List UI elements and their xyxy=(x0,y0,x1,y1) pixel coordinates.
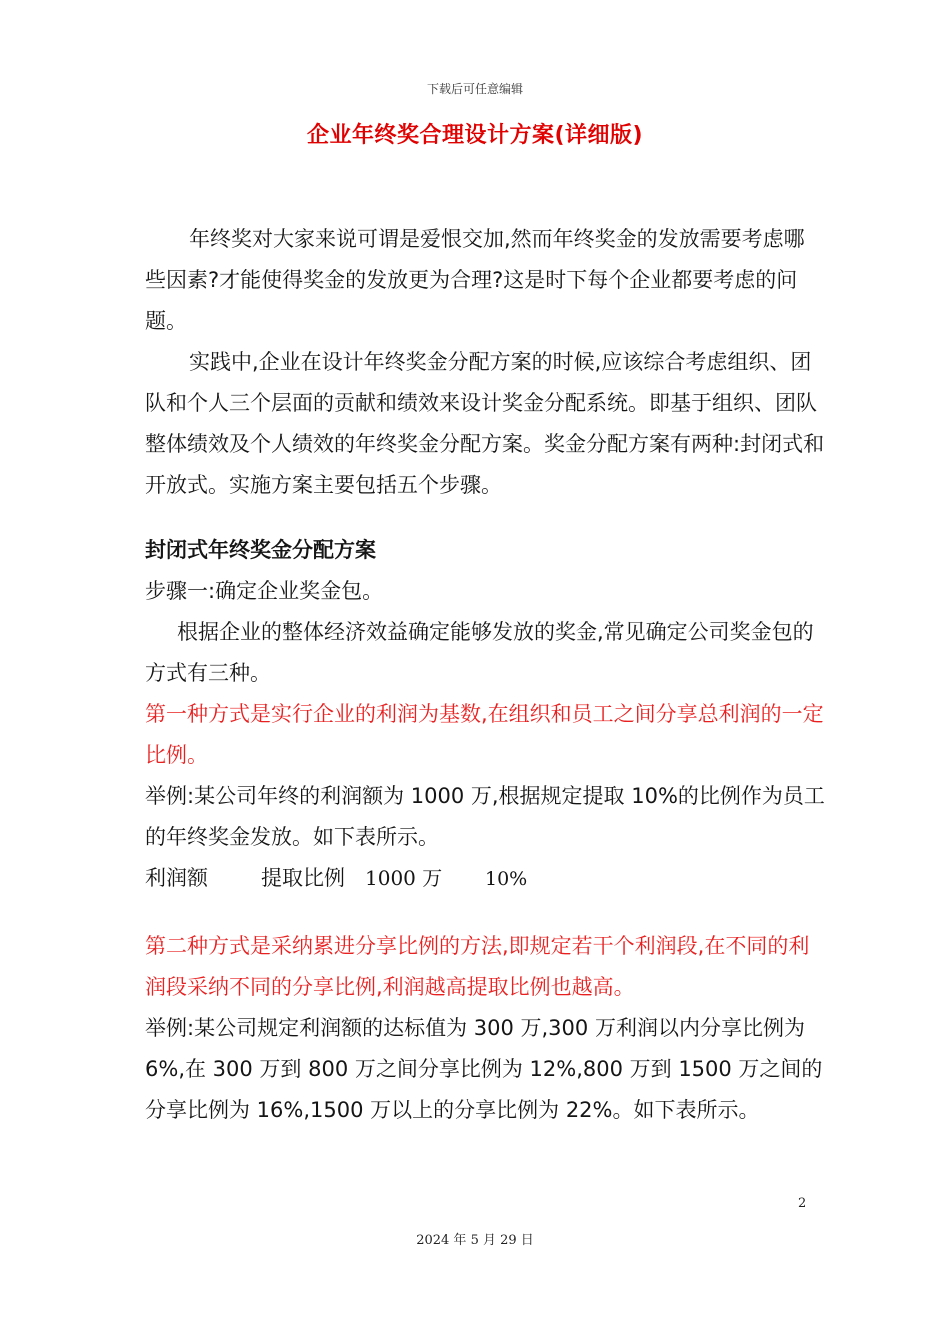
header-note: 下载后可任意编辑 xyxy=(426,82,523,96)
step-one-description: 根据企业的整体经济效益确定能够发放的奖金,常见确定公司奖金包的方式有三种。 xyxy=(145,620,814,685)
method-one-text: 第一种方式是实行企业的利润为基数,在组织和员工之间分享总利润的一定比例。 xyxy=(145,702,824,767)
profit-table-row xyxy=(145,858,825,900)
page-number: 2 xyxy=(798,1196,807,1211)
footer-date: 2024 年 5 月 29 日 xyxy=(416,1233,534,1248)
document-title: 企业年终奖合理设计方案(详细版) xyxy=(306,123,644,148)
method-two-text: 第二种方式是采纳累进分享比例的方法,即规定若干个利润段,在不同的利润段采纳不同的分享比例,利润越高提取比例也越高。 xyxy=(145,934,810,999)
intro-paragraph-1: 年终奖对大家来说可谓是爱恨交加,然而年终奖金的发放需要考虑哪些因素?才能使得奖金的发放更为合理?这是时下每个企业都要考虑的问题。 xyxy=(145,227,805,333)
table-header-profit: 利润额 xyxy=(145,866,208,890)
step-one-label: 步骤一:确定企业奖金包。 xyxy=(145,579,384,603)
intro-paragraph-2: 实践中,企业在设计年终奖金分配方案的时候,应该综合考虑组织、团队和个人三个层面的贡献和绩效来设计奖金分配系统。即基于组织、团队整体绩效及个人绩效的年终奖金分配方案。奖金分配方案有两种:封闭式和开放式。实施方案主要包括五个步骤。 xyxy=(145,350,825,497)
section-heading: 封闭式年终奖金分配方案 xyxy=(145,538,376,562)
intro-section xyxy=(145,219,825,506)
table-value-profit: 1000 万 xyxy=(365,866,443,890)
example-one-text: 举例:某公司年终的利润额为 1000 万,根据规定提取 10%的比例作为员工的年终奖金发放。如下表所示。 xyxy=(145,784,825,849)
spacer xyxy=(145,900,825,926)
closed-plan-section xyxy=(145,530,825,1131)
table-header-ratio: 提取比例 xyxy=(261,866,345,890)
table-value-ratio: 10% xyxy=(485,868,528,890)
example-two-text: 举例:某公司规定利润额的达标值为 300 万,300 万利润以内分享比例为 6%,在 300 万到 800 万之间分享比例为 12%,800 万到 1500 万之间的分享比例为 16%,1500 万以上的分享比例为 22%。如下表所示。 xyxy=(145,1016,823,1122)
